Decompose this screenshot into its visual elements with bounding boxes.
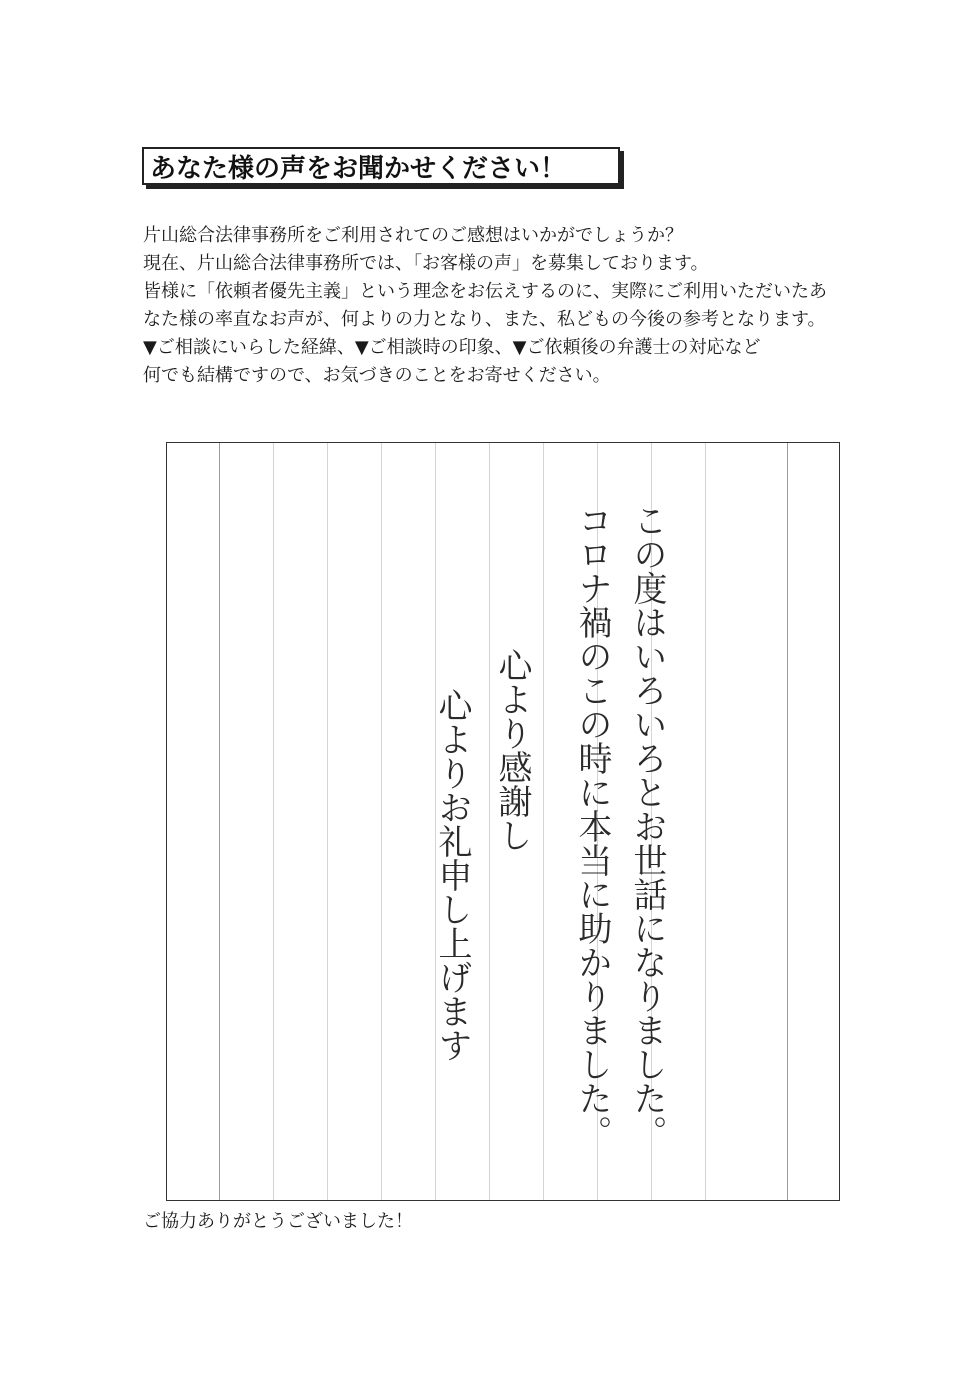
intro-line: 片山総合法律事務所をご利用されてのご感想はいかがでしょうか？	[143, 225, 683, 246]
handwritten-letter-sheet	[166, 442, 840, 1201]
handwritten-column: この度はいろいろとお世話になりました。	[627, 503, 667, 1149]
intro-paragraph: 皆様に「依頼者優先主義」という理念をお伝えするのに、実際にご利用いただいたあなた様の率直なお声が、何よりの力となり、また、私どもの今後の参考となります。	[143, 281, 827, 330]
intro-line: 現在、片山総合法律事務所では、「お客様の声」を募集しております。	[143, 253, 709, 274]
footer-thanks: ご協力ありがとうございました！	[143, 1211, 413, 1232]
intro-text	[143, 222, 853, 390]
handwritten-column: 心よりお礼申し上げます	[432, 688, 472, 1062]
handwritten-message	[167, 443, 841, 1202]
page-title-box	[142, 147, 620, 185]
handwritten-column: 心より感謝し	[492, 648, 532, 852]
intro-line: 何でも結構ですので、お気づきのことをお寄せください。	[143, 365, 611, 386]
page-title: あなた様の声をお聞かせください！	[150, 153, 567, 184]
handwritten-column: コロナ禍のこの時に本当に助かりました。	[572, 503, 612, 1149]
intro-line: ▼ご相談にいらした経緯、▼ご相談時の印象、▼ご依頼後の弁護士の対応など	[143, 337, 761, 358]
